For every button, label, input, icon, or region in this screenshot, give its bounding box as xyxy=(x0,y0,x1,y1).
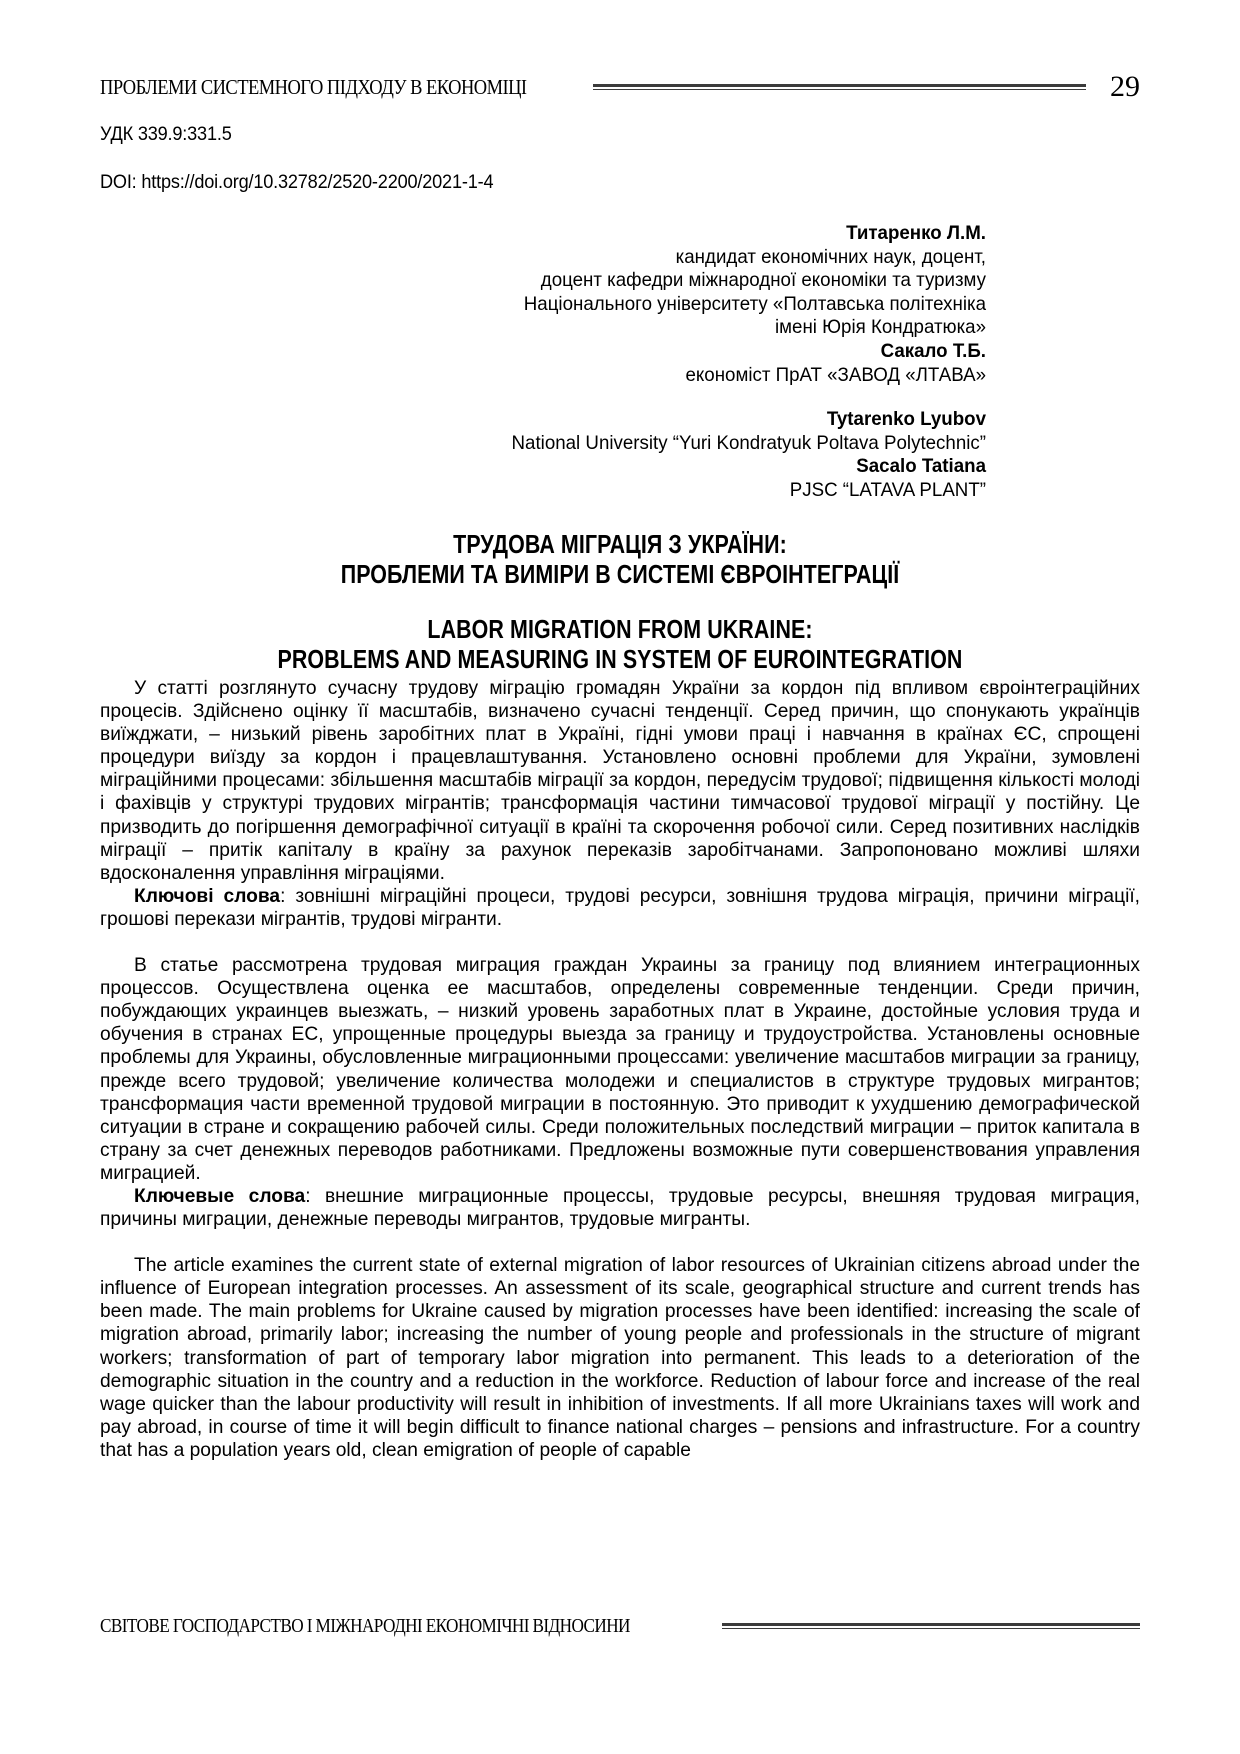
author-affiliation-line: економіст ПрАТ «ЗАВОД «ЛТАВА» xyxy=(685,363,986,386)
author-affiliation-line: імені Юрія Кондратюка» xyxy=(775,316,986,339)
abstract-spacer xyxy=(100,1231,1140,1254)
keywords-ukrainian xyxy=(100,885,1140,931)
title-english-line2: PROBLEMS AND MEASURING IN SYSTEM OF EUROINTEGRATION xyxy=(277,646,963,674)
keywords-ukrainian-label: Ключові слова xyxy=(134,885,281,907)
title-ukrainian xyxy=(183,530,1057,590)
abstract-russian xyxy=(100,954,1140,1231)
author-affiliation-line: PJSC “LATAVA PLANT” xyxy=(789,478,986,501)
author-name: Титаренко Л.М. xyxy=(846,222,986,244)
page-footer xyxy=(100,1616,1140,1636)
abstract-block xyxy=(100,677,1140,1462)
abstract-english-text: The article examines the current state of external migration of labor resources of Ukrainian citizens abroad under the influence of European integration processes. An assessment of its scale, geographical structure and current trends has been made. The main problems for Ukraine caused by migration processes have been identified: increasing the scale of migration abroad, primarily labor; increasing the number of young people and professionals in the structure of migrant workers; transformation of part of temporary labor migration into permanent. This leads to a deterioration of the demographic situation in the country and a reduction in the workforce. Reduction of labour force and increase of the real wage quicker than the labour productivity will result in inhibition of investments. If all more Ukrainians taxes will work and pay abroad, in course of time it will begin difficult to finance national charges – pensions and infrastructure. For a country that has a population years old, clean emigration of people of capable xyxy=(100,1255,1140,1461)
author-affiliation-line: кандидат економічних наук, доцент, xyxy=(675,245,986,268)
author-name: Sacalo Tatiana xyxy=(856,455,986,478)
running-head xyxy=(100,72,1140,102)
title-english xyxy=(183,615,1057,675)
title-ukrainian-line2: ПРОБЛЕМИ ТА ВИМІРИ В СИСТЕМІ ЄВРОІНТЕГРАЦІЇ xyxy=(340,561,900,589)
author-affiliation-line: Національного університету «Полтавська політехніка xyxy=(523,292,986,315)
author-name: Tytarenko Lyubov xyxy=(826,408,986,431)
author-name: Сакало Т.Б. xyxy=(880,339,986,362)
author-block xyxy=(200,222,986,503)
udc-code: УДК 339.9:331.5 xyxy=(100,123,232,145)
title-block xyxy=(100,530,1140,675)
keywords-russian xyxy=(100,1185,1140,1231)
abstract-russian-text: В статье рассмотрена трудовая миграция граждан Украины за границу под влиянием интеграционных процессов. Осуществлена оценка ее масштабов, определены современные тенденции. Среди причин, побуждающих украинцев выезжать, – низкий уровень заработных плат в Украине, достойные условия труда и обучения в странах ЕС, упрощенные процедуры выезда за границу и трудоустройства. Установлены основные проблемы для Украины, обусловленные миграционными процессами: увеличение масштабов миграции за границу, прежде всего трудовой; увеличение количества молодежи и специалистов в структуре трудовых мигрантов; трансформация части временной трудовой миграции в постоянную. Это приводит к ухудшению демографической ситуации в стране и сокращению рабочей силы. Среди положительных последствий миграции – приток капитала в страну за счет денежных переводов работниками. Предложены возможные пути совершенствования управления миграцией. xyxy=(100,955,1140,1184)
title-ukrainian-line1: ТРУДОВА МІГРАЦІЯ З УКРАЇНИ: xyxy=(453,531,787,559)
running-head-title: ПРОБЛЕМИ СИСТЕМНОГО ПІДХОДУ В ЕКОНОМІЦІ xyxy=(100,74,527,99)
abstract-spacer xyxy=(100,931,1140,954)
footer-section-title: СВІТОВЕ ГОСПОДАРСТВО І МІЖНАРОДНІ ЕКОНОМІЧНІ ВІДНОСИНИ xyxy=(100,1615,630,1637)
page-number: 29 xyxy=(1110,70,1140,103)
abstract-ukrainian xyxy=(100,677,1140,931)
keywords-russian-label: Ключевые слова xyxy=(134,1185,306,1207)
keywords-russian-list: : внешние миграционные процессы, трудовые ресурсы, внешняя трудовая миграция, причины миграции, денежные переводы мигрантов, трудовые мигранты. xyxy=(100,1185,1141,1231)
author-ua-1 xyxy=(231,222,986,340)
title-english-line1: LABOR MIGRATION FROM UKRAINE: xyxy=(427,616,813,644)
author-affiliation-line: National University “Yuri Kondratyuk Poltava Polytechnic” xyxy=(511,431,986,454)
running-head-rule xyxy=(593,84,1086,91)
author-block-spacer xyxy=(200,387,986,408)
footer-rule xyxy=(722,1623,1140,1630)
abstract-ukrainian-text: У статті розглянуто сучасну трудову міграцію громадян України за кордон під впливом євроінтеграційних процесів. Здійснено оцінку її масштабів, визначено сучасні тенденції. Серед причин, що спонукають українців виїжджати, – низький рівень заробітних плат в Україні, гідні умови праці і навчання в країнах ЄС, спрощені процедури виїзду за кордон і працевлаштування. Установлено основні проблеми для України, зумовлені міграційними процесами: збільшення масштабів міграції за кордон, передусім трудової; підвищення кількості молоді і фахівців у структурі трудових мігрантів; трансформація частини тимчасової трудової міграції у постійну. Це призводить до погіршення демографічної ситуації в країні та скорочення робочої сили. Серед позитивних наслідків міграції – притік капіталу в країну за рахунок переказів заробітчанами. Запропоновано можливі шляхи вдосконалення управління міграціями. xyxy=(100,678,1140,884)
author-en-1 xyxy=(231,408,986,455)
author-affiliation-line: доцент кафедри міжнародної економіки та туризму xyxy=(540,269,986,292)
abstract-english xyxy=(100,1254,1140,1462)
keywords-ukrainian-list: : зовнішні міграційні процеси, трудові ресурси, зовнішня трудова міграція, причини міграції, грошові перекази мігрантів, трудові мігранти. xyxy=(100,885,1140,930)
doi-link[interactable]: DOI: https://doi.org/10.32782/2520-2200/2021-1-4 xyxy=(100,171,494,193)
author-en-2 xyxy=(231,455,986,502)
author-ua-2 xyxy=(231,340,986,387)
